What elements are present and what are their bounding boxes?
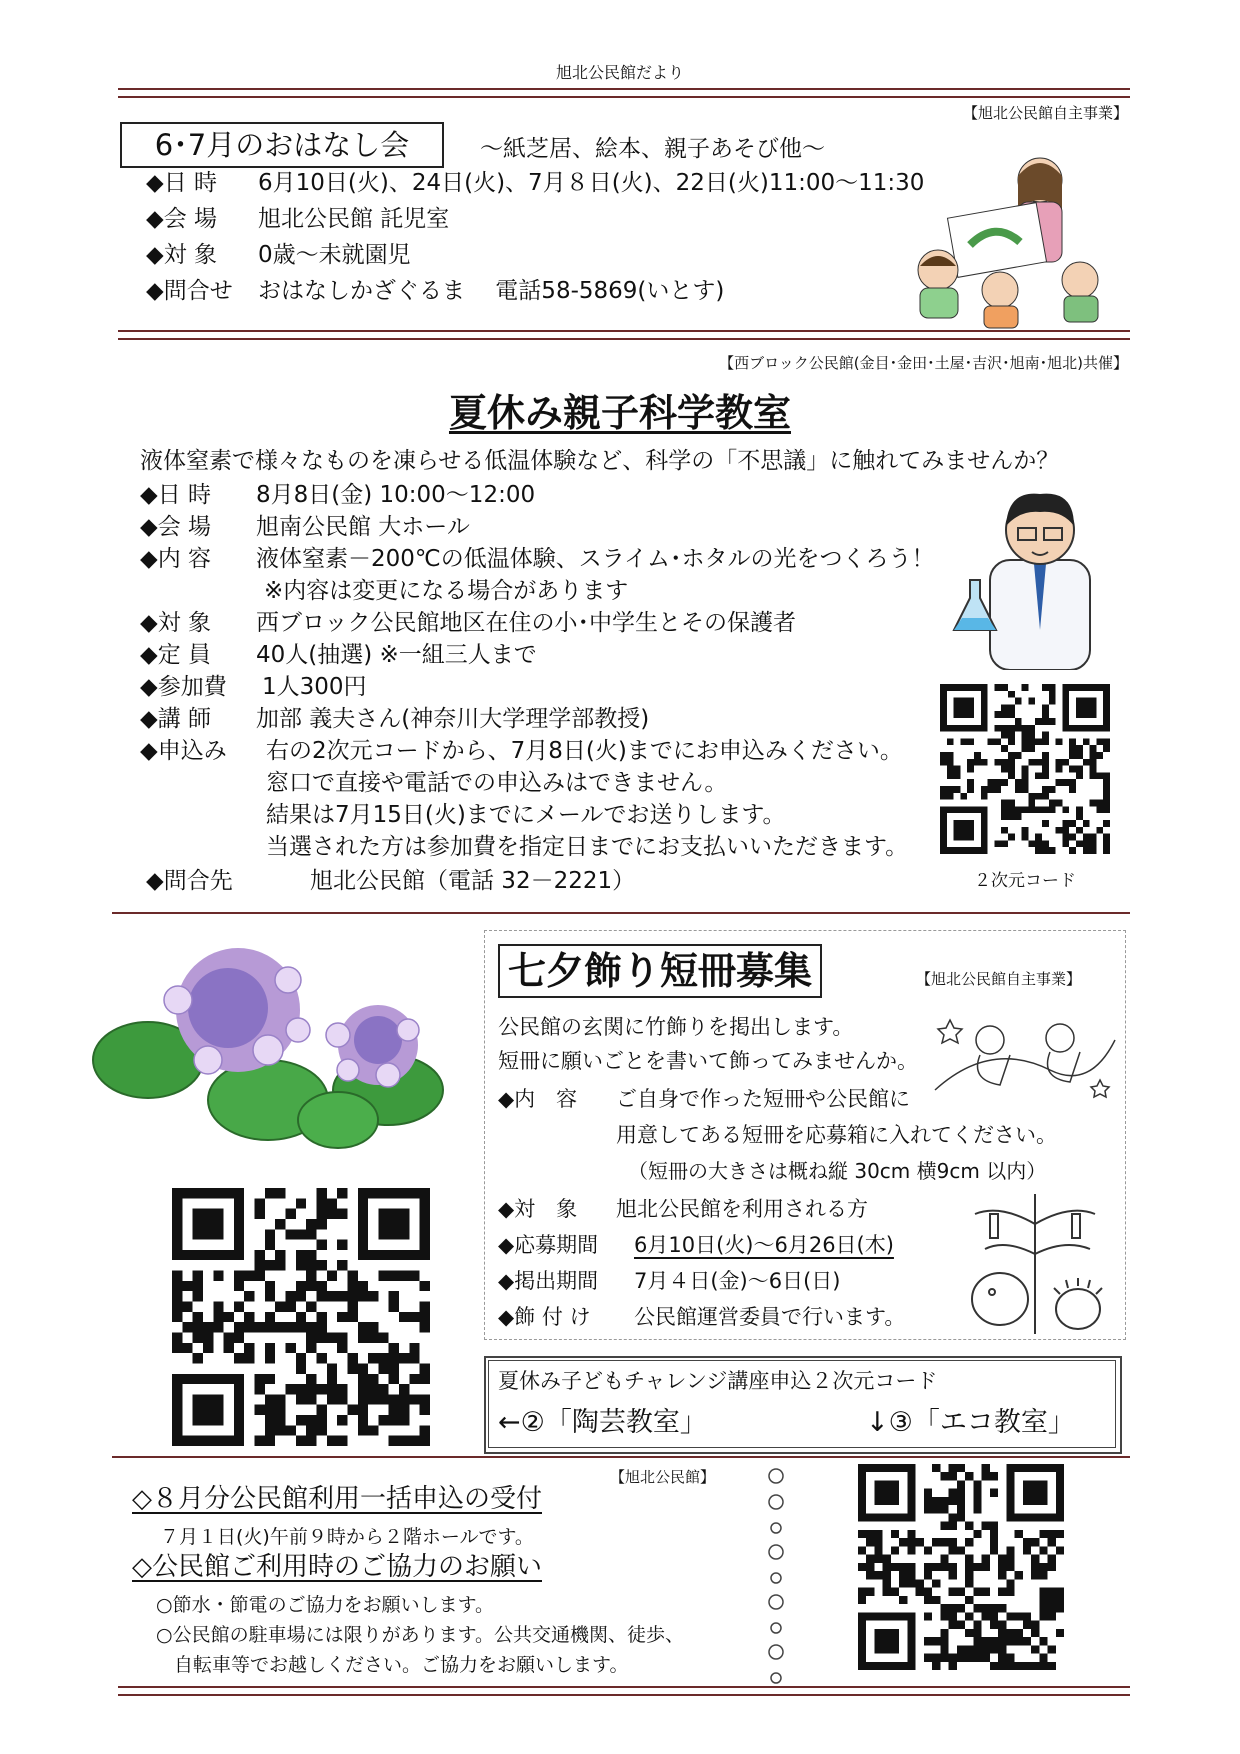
decorative-border bbox=[762, 1464, 790, 1704]
row-label: ◆内 容 bbox=[140, 546, 211, 572]
tanabata-row bbox=[498, 1230, 894, 1260]
row-value: 40人(抽選) ※一組三人まで bbox=[256, 642, 537, 668]
row-value: ご自身で作った短冊や公民館に bbox=[616, 1087, 910, 1111]
scientist-illustration bbox=[950, 480, 1110, 670]
section-rule-3 bbox=[112, 1456, 1130, 1458]
challenge-title: 夏休み子どもチャレンジ講座申込２次元コード bbox=[498, 1369, 938, 1393]
row-label: ◆掲出期間 bbox=[498, 1269, 599, 1293]
orihime-hikoboshi-illustration bbox=[930, 1000, 1120, 1110]
row-label: ◆定 員 bbox=[140, 642, 211, 668]
tanabata-row bbox=[498, 1120, 1057, 1150]
row-value: 1人300円 bbox=[262, 674, 367, 700]
row-label: ◆日 時 bbox=[140, 482, 211, 508]
science-row bbox=[140, 800, 786, 830]
ohanashi-row-date bbox=[146, 168, 924, 198]
ohanashi-subtitle: ～紙芝居、絵本、親子あそび他～ bbox=[480, 136, 825, 162]
science-row bbox=[140, 544, 935, 574]
newsletter-title: 旭北公民館だより bbox=[555, 63, 684, 82]
science-intro: 液体窒素で様々なものを凍らせる低温体験など、科学の「不思議」に触れてみませんか？ bbox=[140, 448, 1060, 474]
row-label: ◆対 象 bbox=[498, 1197, 578, 1221]
science-row bbox=[140, 640, 537, 670]
notice-tag: 【旭北公民館】 bbox=[610, 1468, 716, 1486]
row-label: ◆対 象 bbox=[146, 242, 217, 268]
row-value: 旭北公民館を利用される方 bbox=[616, 1197, 868, 1221]
row-value: おはなしかざぐるま 電話58-5869(いとす) bbox=[258, 278, 725, 304]
row-label: ◆問合せ bbox=[146, 278, 233, 304]
row-label: ◆応募期間 bbox=[498, 1233, 599, 1257]
hydrangea-illustration bbox=[88, 940, 468, 1150]
row-value: 旭北公民館 託児室 bbox=[258, 206, 450, 232]
row-label: ◆内 容 bbox=[498, 1087, 578, 1111]
tanabata-row bbox=[498, 1084, 910, 1114]
challenge-right[interactable]: ↓③「エコ教室」 bbox=[866, 1407, 1075, 1438]
row-label: ◆申込み bbox=[140, 738, 227, 764]
qr-code-pottery[interactable] bbox=[172, 1188, 430, 1446]
tanabata-intro-2: 短冊に願いごとを書いて飾ってみませんか。 bbox=[498, 1049, 918, 1073]
notice-heading-2: ◇公民館ご利用時のご協力のお願い bbox=[132, 1552, 542, 1582]
qr-code-eco[interactable] bbox=[858, 1464, 1064, 1670]
science-title: 夏休み親子科学教室 bbox=[448, 391, 791, 435]
notice-text-4: 自転車等でお越しください。ご協力をお願いします。 bbox=[174, 1654, 629, 1676]
bamboo-animals-illustration bbox=[960, 1184, 1110, 1334]
row-label: ◆問合先 bbox=[146, 868, 233, 894]
row-value: 7月４日(金)～6日(日) bbox=[634, 1269, 841, 1293]
science-row bbox=[140, 576, 628, 606]
footer-rule bbox=[118, 1686, 1130, 1696]
row-value: 加部 義夫さん(神奈川大学理学部教授) bbox=[256, 706, 650, 732]
row-value: 0歳～未就園児 bbox=[258, 242, 411, 268]
tanabata-tag: 【旭北公民館自主事業】 bbox=[916, 970, 1082, 988]
row-value: ※内容は変更になる場合があります bbox=[264, 578, 629, 604]
qr-code-pattern bbox=[172, 1188, 430, 1446]
row-value: 当選された方は参加費を指定日までにお支払いいただきます。 bbox=[266, 834, 909, 860]
row-label: ◆会 場 bbox=[140, 514, 211, 540]
row-value: 旭北公民館（電話 32－2221） bbox=[310, 868, 636, 894]
row-label: ◆日 時 bbox=[146, 170, 217, 196]
row-label: ◆参加費 bbox=[140, 674, 227, 700]
tanabata-intro-1: 公民館の玄関に竹飾りを掲出します。 bbox=[498, 1015, 854, 1039]
science-row bbox=[140, 480, 535, 510]
science-row bbox=[140, 608, 796, 638]
row-label: ◆飾 付 け bbox=[498, 1305, 591, 1329]
qr-code-science[interactable] bbox=[940, 684, 1110, 854]
row-value: 旭南公民館 大ホール bbox=[256, 514, 470, 540]
qr-code-pattern bbox=[940, 684, 1110, 854]
science-row bbox=[140, 672, 367, 702]
tanabata-row bbox=[498, 1266, 841, 1296]
row-value: 結果は7月15日(火)までにメールでお送りします。 bbox=[266, 802, 786, 828]
notice-text-1: ７月１日(火)午前９時から２階ホールです。 bbox=[160, 1526, 534, 1548]
tanabata-row bbox=[498, 1194, 868, 1224]
row-label: ◆対 象 bbox=[140, 610, 211, 636]
row-value: 西ブロック公民館地区在住の小･中学生とその保護者 bbox=[256, 610, 797, 636]
row-value: 8月8日(金) 10:00～12:00 bbox=[256, 482, 536, 508]
section-rule-2 bbox=[112, 912, 1130, 914]
science-tag: 【西ブロック公民館(金目･金田･土屋･吉沢･旭南･旭北)共催】 bbox=[719, 354, 1128, 372]
tanabata-row bbox=[498, 1156, 1046, 1186]
notice-text-3: ○公民館の駐車場には限りがあります。公共交通機関、徒歩、 bbox=[156, 1624, 685, 1646]
tanabata-row bbox=[498, 1302, 905, 1332]
science-row bbox=[140, 736, 903, 766]
row-value: 6月10日(火)～6月26日(木) bbox=[634, 1233, 894, 1257]
notice-heading-1: ◇８月分公民館利用一括申込の受付 bbox=[132, 1484, 542, 1514]
science-row bbox=[146, 866, 635, 896]
storytelling-illustration bbox=[900, 150, 1110, 330]
ohanashi-row-place bbox=[146, 204, 449, 234]
row-value: （短冊の大きさは概ね縦 30cm 横9cm 以内） bbox=[628, 1159, 1047, 1183]
row-value: 用意してある短冊を応募箱に入れてください。 bbox=[616, 1123, 1057, 1147]
science-row bbox=[140, 704, 649, 734]
row-value: 6月10日(火)、24日(火)、7月８日(火)、22日(火)11:00～11:30 bbox=[258, 170, 925, 196]
notice-text-2: ○節水・節電のご協力をお願いします。 bbox=[156, 1594, 495, 1616]
ohanashi-title bbox=[120, 122, 444, 168]
science-row bbox=[140, 512, 470, 542]
row-value: 液体窒素－200℃の低温体験、スライム･ホタルの光をつくろう！ bbox=[256, 546, 935, 572]
qr-caption: ２次元コード bbox=[974, 871, 1076, 891]
ohanashi-title-text: 6･7月のおはなし会 bbox=[154, 128, 410, 162]
ohanashi-tag: 【旭北公民館自主事業】 bbox=[962, 104, 1128, 122]
row-value: 右の2次元コードから、7月8日(火)までにお申込みください。 bbox=[266, 738, 903, 764]
row-value: 窓口で直接や電話での申込みはできません。 bbox=[266, 770, 728, 796]
tanabata-title bbox=[498, 944, 822, 998]
ohanashi-row-target bbox=[146, 240, 411, 270]
challenge-left[interactable]: ←②「陶芸教室」 bbox=[498, 1407, 707, 1438]
tanabata-title-text: 七夕飾り短冊募集 bbox=[507, 949, 812, 993]
qr-code-pattern bbox=[858, 1464, 1064, 1670]
ohanashi-row-contact bbox=[146, 276, 724, 306]
row-label: ◆会 場 bbox=[146, 206, 217, 232]
science-row bbox=[140, 768, 727, 798]
science-row bbox=[140, 832, 908, 862]
header-rule bbox=[118, 88, 1130, 98]
row-value: 公民館運営委員で行います。 bbox=[634, 1305, 906, 1329]
section-rule-1 bbox=[118, 330, 1130, 340]
row-label: ◆講 師 bbox=[140, 706, 211, 732]
